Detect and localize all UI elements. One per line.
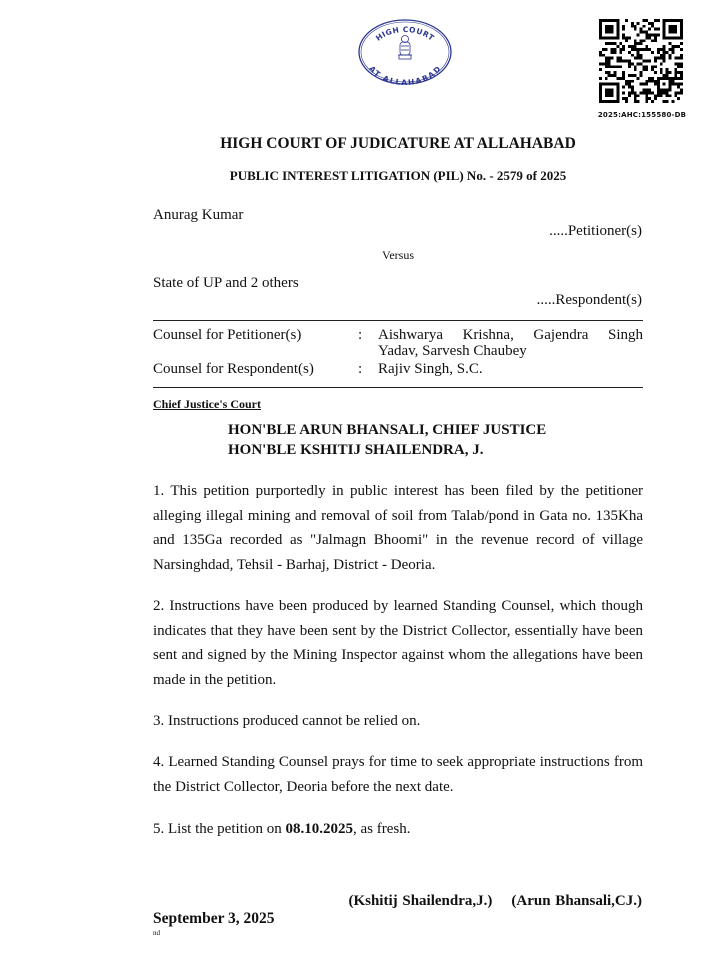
respondent-name: State of UP and 2 others bbox=[153, 275, 299, 291]
svg-text:HIGH COURT bbox=[374, 25, 436, 43]
bench-judge-2: HON'BLE KSHITIJ SHAILENDRA, J. bbox=[228, 442, 484, 458]
order-paragraph-4: 4. Learned Standing Counsel prays for time to seek appropriate instructions from the District Collector, Deoria before the next date. bbox=[153, 754, 643, 795]
order-paragraph-1: 1. This petition purportedly in public interest has been filed by the petitioner alleging illegal mining and removal of soil from Talab/pond in Gata no. 135Kha and 135Ga recorded as "Jalmagn Bhoomi" in the revenue record of village Narsinghdad, Tehsil - Barhaj, District - Deoria. bbox=[153, 483, 643, 573]
counsel-petitioner-value bbox=[378, 327, 643, 344]
signature-judge-1: (Arun Bhansali,CJ.) bbox=[511, 893, 642, 909]
next-date: 08.10.2025 bbox=[285, 821, 353, 837]
divider-top bbox=[153, 320, 643, 321]
counsel-respondent-label: Counsel for Respondent(s) bbox=[153, 361, 314, 377]
high-court-seal bbox=[357, 18, 453, 86]
counsel-petitioner-value-cont: Yadav, Sarvesh Chaubey bbox=[378, 343, 527, 359]
qr-reference-id: 2025:AHC:155580-DB bbox=[597, 111, 687, 119]
order-paragraph-5 bbox=[153, 817, 643, 842]
counsel-respondent-value: Rajiv Singh, S.C. bbox=[378, 361, 483, 377]
counsel-name-word: Krishna, bbox=[462, 327, 514, 343]
seal-bottom-text: AT ALLAHABAD bbox=[367, 64, 443, 86]
counsel-separator: : bbox=[358, 327, 363, 343]
footer-mark: nd bbox=[153, 929, 160, 937]
court-title: HIGH COURT OF JUDICATURE AT ALLAHABAD bbox=[220, 135, 576, 152]
order-p5-suffix: , as fresh. bbox=[353, 821, 411, 837]
petitioner-name: Anurag Kumar bbox=[153, 207, 244, 223]
order-paragraph-2: 2. Instructions have been produced by learned Standing Counsel, which though indicates that they have been sent by the District Collector, essentially have been sent and signed by the Mining Inspector against whom the allegations have been made in the petition. bbox=[153, 598, 643, 688]
case-number: PUBLIC INTEREST LITIGATION (PIL) No. - 2579 of 2025 bbox=[229, 168, 567, 183]
emblem-icon bbox=[398, 36, 412, 60]
svg-text:AT ALLAHABAD bbox=[367, 64, 443, 86]
counsel-petitioner-label: Counsel for Petitioner(s) bbox=[153, 327, 302, 343]
order-paragraph-3: 3. Instructions produced cannot be relied on. bbox=[153, 713, 421, 729]
bench-judge-1: HON'BLE ARUN BHANSALI, CHIEF JUSTICE bbox=[228, 422, 547, 438]
court-name: Chief Justice's Court bbox=[153, 397, 261, 411]
divider-bottom bbox=[153, 387, 643, 388]
signature-judge-2: (Kshitij Shailendra,J.) bbox=[348, 893, 493, 909]
respondent-role: .....Respondent(s) bbox=[536, 292, 642, 308]
counsel-name-word: Aishwarya bbox=[378, 327, 443, 343]
signature-block bbox=[348, 893, 642, 910]
order-date: September 3, 2025 bbox=[153, 910, 275, 927]
versus-label: Versus bbox=[382, 248, 414, 262]
counsel-name-word: Singh bbox=[607, 327, 643, 343]
counsel-name-word: Gajendra bbox=[533, 327, 589, 343]
seal-top-text: HIGH COURT bbox=[374, 24, 437, 43]
qr-code bbox=[599, 19, 683, 103]
counsel-separator: : bbox=[358, 361, 363, 377]
petitioner-role: .....Petitioner(s) bbox=[549, 223, 642, 239]
order-p5-prefix: 5. List the petition on bbox=[153, 821, 286, 837]
